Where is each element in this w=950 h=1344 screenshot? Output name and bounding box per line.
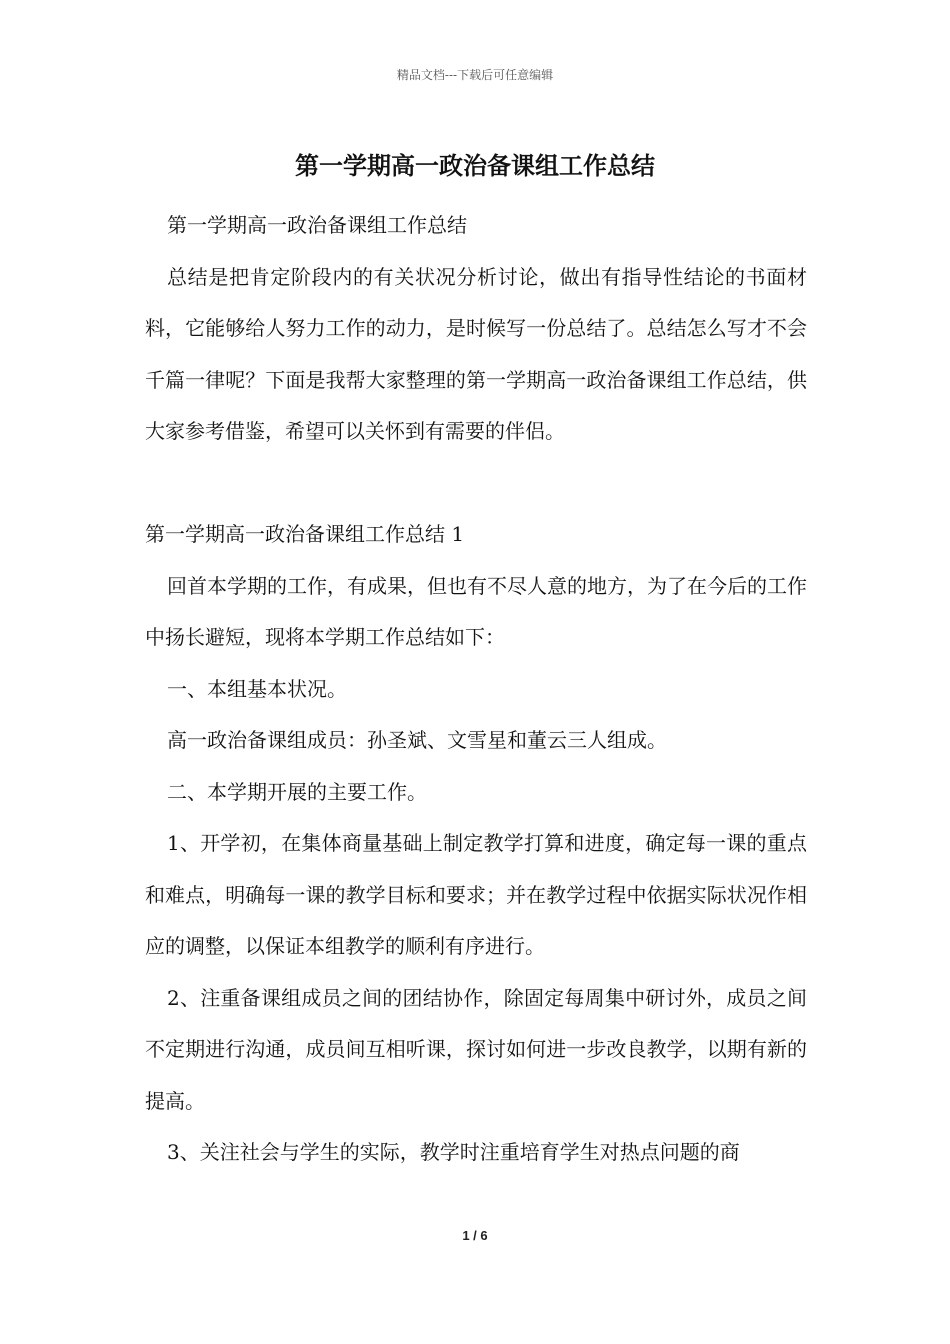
page-number: 1 / 6 — [462, 1228, 488, 1243]
paragraph-review: 回首本学期的工作，有成果，但也有不尽人意的地方，为了在今后的工作中扬长避短，现将本学期工作总结如下： — [145, 573, 807, 649]
section-basic-status: 一、本组基本状况。 — [167, 676, 347, 701]
document-body — [145, 200, 807, 1179]
paragraph-members: 高一政治备课组成员：孙圣斌、文雪星和董云三人组成。 — [167, 728, 667, 752]
paragraph-subtitle: 第一学期高一政治备课组工作总结 — [167, 213, 467, 237]
document-title: 第一学期高一政治备课组工作总结 — [295, 151, 655, 180]
section-main-work: 二、本学期开展的主要工作。 — [167, 779, 427, 804]
header-note: 精品文档---下载后可任意编辑 — [396, 68, 554, 82]
paragraph-spacer — [145, 458, 807, 510]
paragraph-intro: 总结是把肯定阶段内的有关状况分析讨论，做出有指导性结论的书面材料，它能够给人努力工作的动力，是时候写一份总结了。总结怎么写才不会千篇一律呢？下面是我帮大家整理的第一学期高一政治备课组工作总结，供大家参考借鉴，希望可以关怀到有需要的伴侣。 — [145, 264, 807, 443]
paragraph-item-3: 3、关注社会与学生的实际，教学时注重培育学生对热点问题的商 — [167, 1140, 740, 1164]
paragraph-item-1: 1、开学初，在集体商量基础上制定教学打算和进度，确定每一课的重点和难点，明确每一课的教学目标和要求；并在教学过程中依据实际状况作相应的调整，以保证本组教学的顺利有序进行。 — [145, 831, 807, 958]
section-heading-1: 第一学期高一政治备课组工作总结 1 — [145, 522, 465, 546]
paragraph-item-2: 2、注重备课组成员之间的团结协作，除固定每周集中研讨外，成员之间不定期进行沟通，成员间互相听课，探讨如何进一步改良教学，以期有新的提高。 — [145, 985, 807, 1113]
